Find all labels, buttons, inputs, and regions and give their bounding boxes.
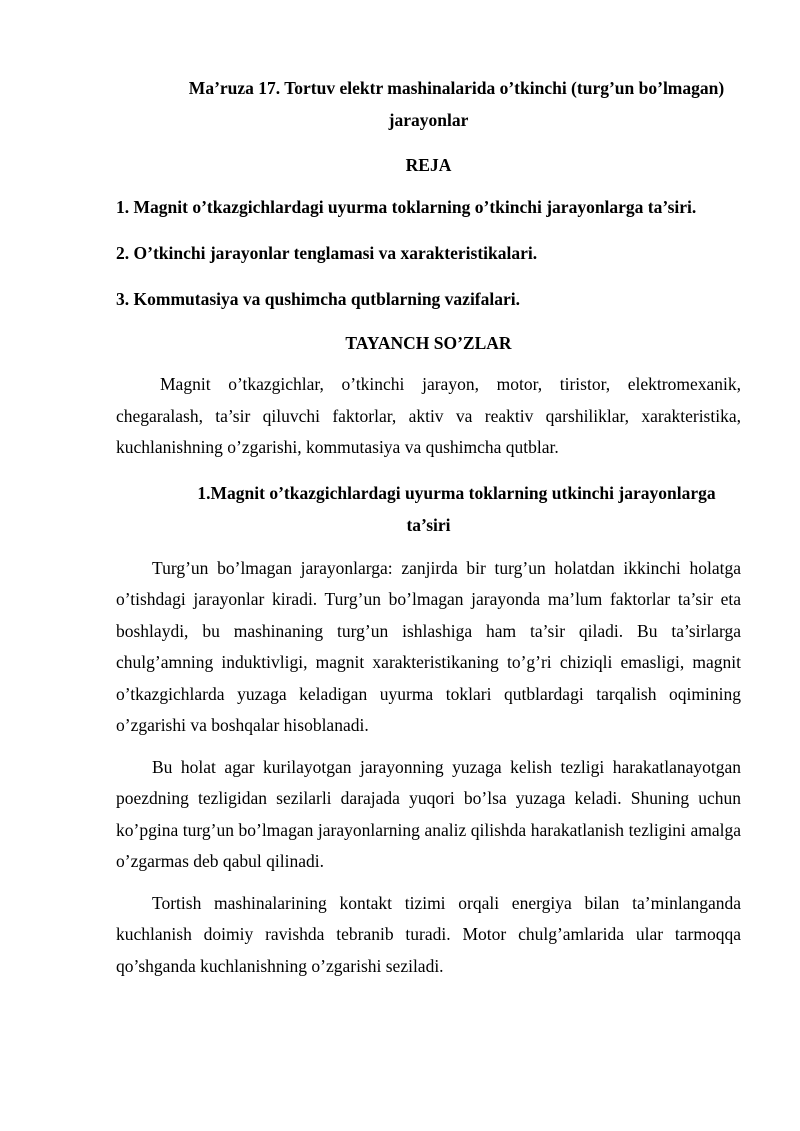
section-1-title [116,477,741,541]
section-1-paragraph-1: Turg’un bo’lmagan jarayonlarga: zanjirda bir turg’un holatdan ikkinchi holatga o’tishdagi jarayonlar kiradi. Turg’un bo’lmagan jarayonda ma’lum faktorlar ta’sir eta boshlaydi, bu mashinaning turg’un ishlashiga ham ta’sir qiladi. Bu ta’sirlarga chulg’amning induktivligi, magnit xarakteristikaning to’g’ri chiziqli emasligi, magnit o’tkazgichlarda yuzaga keladigan uyurma toklari qutblardagi tarqalish oqimining o’zgarishi va boshqalar hisoblanadi. [116,557,741,735]
lecture-title-line1: Ma’ruza 17. Tortuv elektr mashinalarida o’tkinchi (turg’un bo’lmagan) [188,78,725,98]
keywords-paragraph: Magnit o’tkazgichlar, o’tkinchi jarayon, motor, tiristor, elektromexanik, chegaralash, ta’sir qiluvchi faktorlar, aktiv va reaktiv qarshiliklar, xarakteristika, kuchlanishning o’zgarishi, kommutasiya va qushimcha qutblar. [116,374,741,457]
plan-item-1: 1. Magnit o’tkazgichlardagi uyurma toklarning o’tkinchi jarayonlarga ta’siri. [116,197,697,217]
section-1-title-line2: ta’siri [406,514,451,535]
plan-heading: REJA [405,155,452,175]
plan-item-3: 3. Kommutasiya va qushimcha qutblarning vazifalari. [116,289,521,309]
section-1-title-line1: 1.Magnit o’tkazgichlardagi uyurma toklarning utkinchi jarayonlarga [197,482,716,503]
section-1-paragraph-3: Tortish mashinalarining kontakt tizimi orqali energiya bilan ta’minlanganda kuchlanish doimiy ravishda tebranib turadi. Motor chulg’amlarida ular tarmoqqa qo’shganda kuchlanishning o’zgarishi seziladi. [116,892,741,976]
page-content [116,72,741,982]
section-1-paragraph-2: Bu holat agar kurilayotgan jarayonning yuzaga kelish tezligi harakatlanayotgan poezdning tezligidan sezilarli darajada yuqori bo’lsa yuzaga keladi. Shuning uchun ko’pgina turg’un bo’lmagan jarayonlarning analiz qilishda harakatlanish tezligini amalga o’zgarmas deb qabul qilinadi. [116,756,741,871]
lecture-title [116,72,741,136]
lecture-title-line2: jarayonlar [388,110,469,130]
plan-item-2: 2. O’tkinchi jarayonlar tenglamasi va xarakteristikalari. [116,243,538,263]
keywords-heading: TAYANCH SO’ZLAR [345,333,512,353]
